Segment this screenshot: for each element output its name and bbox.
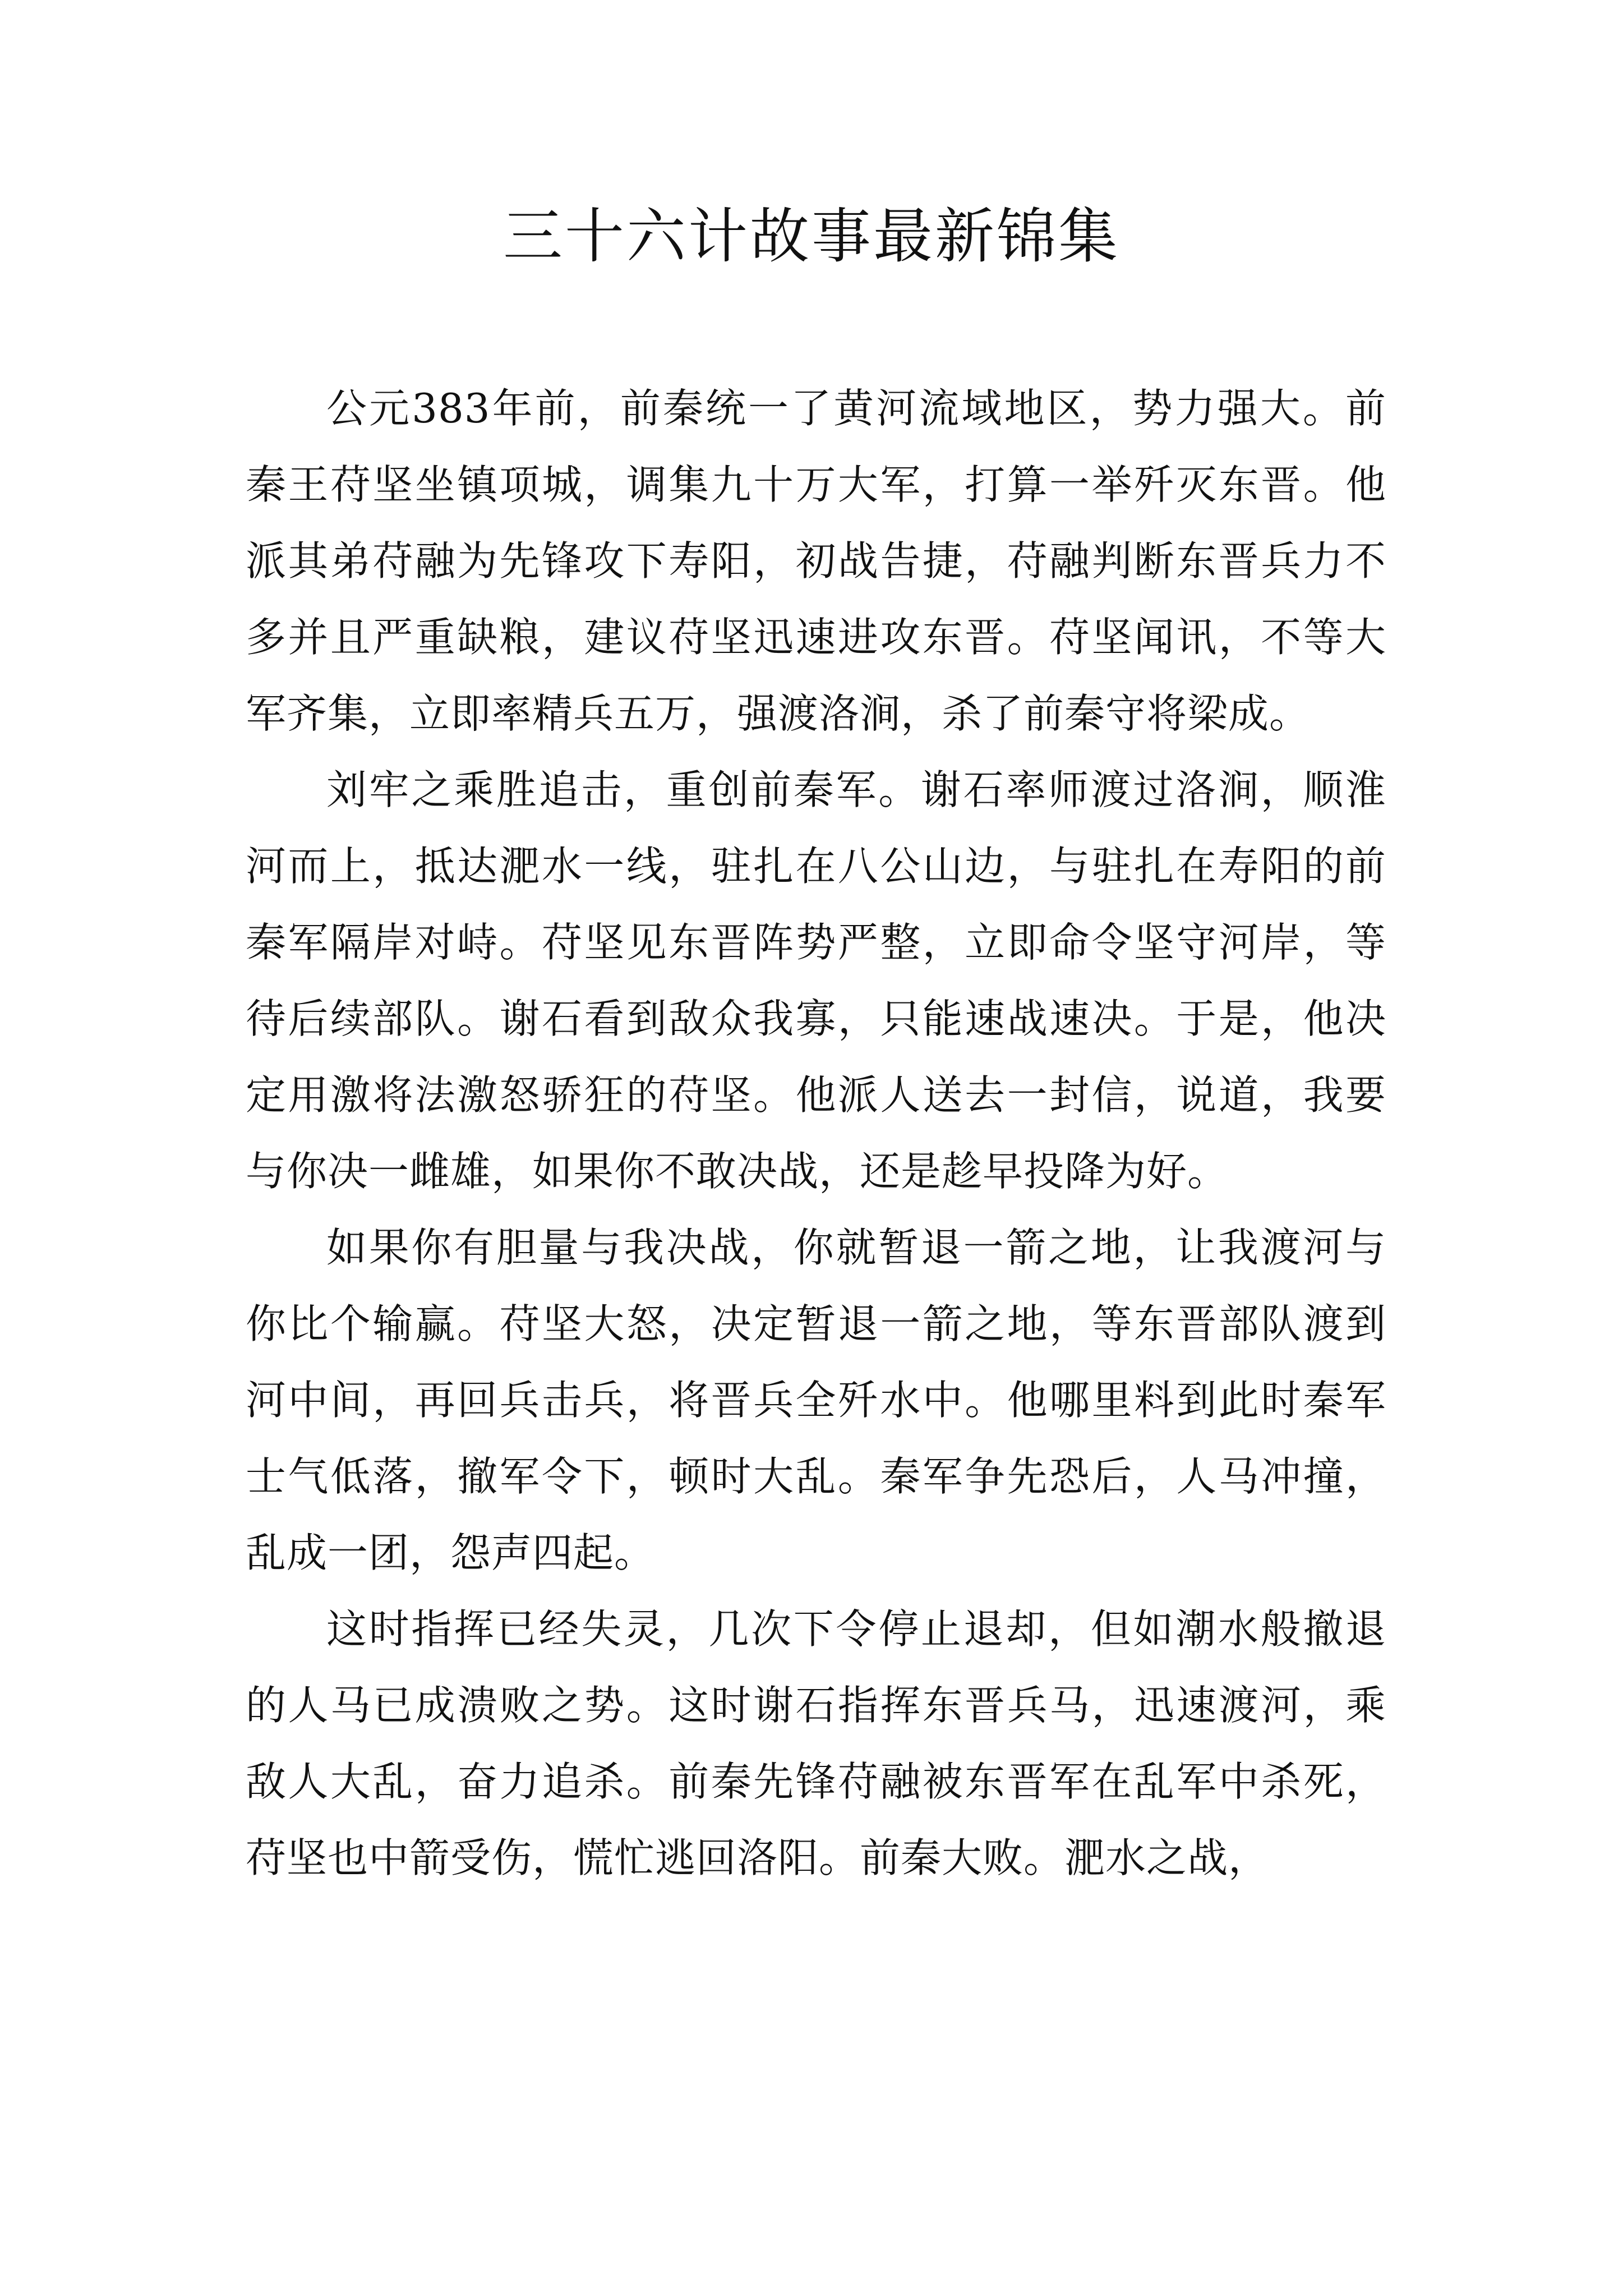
document-title: 三十六计故事最新锦集 xyxy=(503,202,1120,271)
paragraph-4: 这时指挥已经失灵，几次下令停止退却，但如潮水般撤退的人马已成溃败之势。这时谢石指挥东晋兵马，迅速渡河，乘敌人大乱，奋力追杀。前秦先锋苻融被东晋军在乱军中杀死，苻坚也中箭受伤，慌忙逃回洛阳。前秦大败。淝水之战， xyxy=(246,1605,1386,1881)
paragraph-2: 刘牢之乘胜追击，重创前秦军。谢石率师渡过洛涧，顺淮河而上，抵达淝水一线，驻扎在八公山边，与驻扎在寿阳的前秦军隔岸对峙。苻坚见东晋阵势严整，立即命令坚守河岸，等待后续部队。谢石看到敌众我寡，只能速战速决。于是，他决定用激将法激怒骄狂的苻坚。他派人送去一封信，说道，我要与你决一雌雄，如果你不敢决战，还是趁早投降为好。 xyxy=(246,766,1386,1195)
paragraph-3: 如果你有胆量与我决战，你就暂退一箭之地，让我渡河与你比个输赢。苻坚大怒，决定暂退一箭之地，等东晋部队渡到河中间，再回兵击兵，将晋兵全歼水中。他哪里料到此时秦军士气低落，撤军令下，顿时大乱。秦军争先恐后，人马冲撞，乱成一团，怨声四起。 xyxy=(246,1224,1386,1576)
paragraph-1: 公元383年前，前秦统一了黄河流域地区，势力强大。前秦王苻坚坐镇项城，调集九十万大军，打算一举歼灭东晋。他派其弟苻融为先锋攻下寿阳，初战告捷，苻融判断东晋兵力不多并且严重缺粮，建议苻坚迅速进攻东晋。苻坚闻讯，不等大军齐集，立即率精兵五万，强渡洛涧，杀了前秦守将梁成。 xyxy=(246,385,1386,737)
document-body xyxy=(246,370,1386,1896)
